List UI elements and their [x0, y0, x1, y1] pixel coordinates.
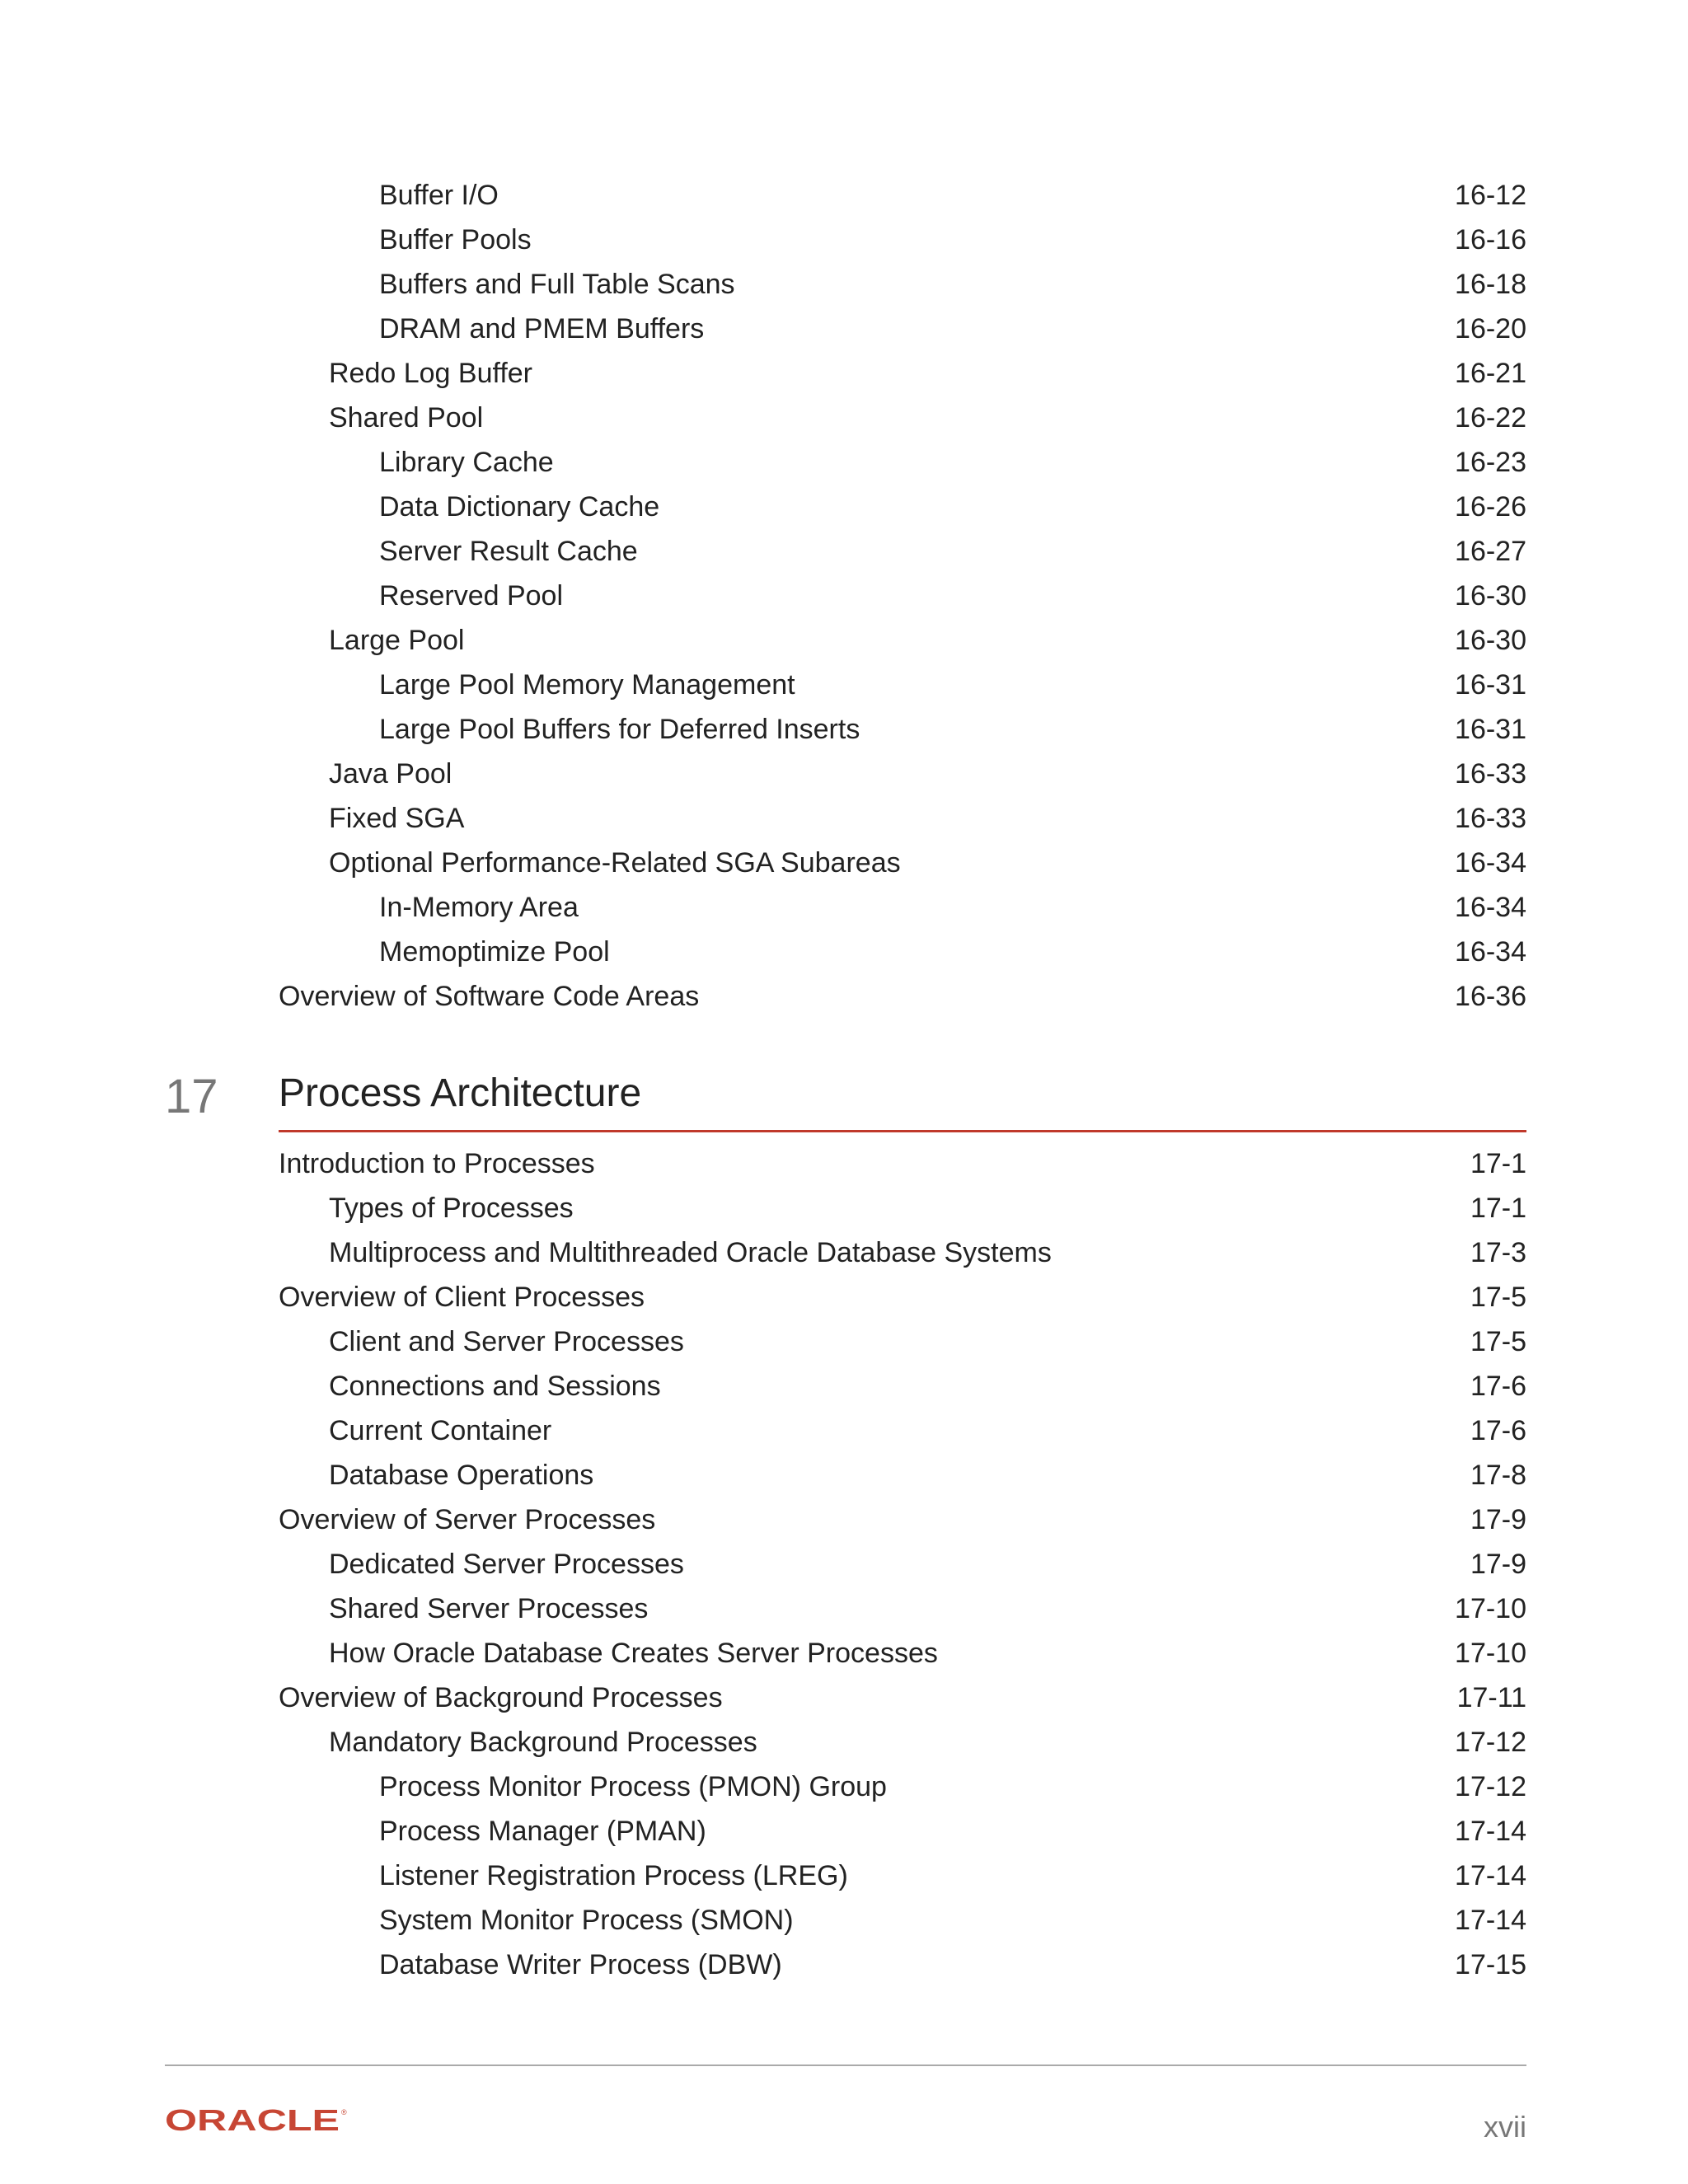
toc-entry-page: 16-30 [1455, 625, 1526, 656]
toc-entry-title: Types of Processes [329, 1193, 574, 1224]
toc-entry-title: Shared Pool [329, 402, 484, 434]
toc-entry-title: Connections and Sessions [329, 1371, 661, 1402]
toc-entry-title: Database Writer Process (DBW) [379, 1949, 782, 1980]
toc-entry[interactable] [0, 396, 1526, 440]
toc-entry[interactable] [0, 1408, 1526, 1453]
toc-entry[interactable] [0, 1497, 1526, 1542]
toc-entry[interactable] [0, 351, 1526, 396]
toc-entry-page: 17-5 [1470, 1282, 1526, 1313]
toc-entry[interactable] [0, 173, 1526, 218]
toc-entry[interactable] [0, 752, 1526, 796]
toc-entry[interactable] [0, 485, 1526, 529]
toc-entry-title: Fixed SGA [329, 803, 465, 834]
toc-entry[interactable] [0, 974, 1526, 1019]
toc-entry[interactable] [0, 1943, 1526, 1987]
toc-entry-page: 17-9 [1470, 1549, 1526, 1580]
toc-entry-page: 17-12 [1455, 1771, 1526, 1802]
toc-entry-title: Database Operations [329, 1460, 594, 1491]
toc-entry-title: In-Memory Area [379, 892, 579, 923]
toc-entry-title: Large Pool Memory Management [379, 669, 795, 701]
toc-entry-title: Introduction to Processes [279, 1148, 595, 1179]
toc-entry[interactable] [0, 1230, 1526, 1275]
toc-entry-page: 16-12 [1455, 180, 1526, 211]
toc-entry[interactable] [0, 1675, 1526, 1720]
toc-entry[interactable] [0, 1453, 1526, 1497]
toc-entry-title: Buffer I/O [379, 180, 499, 211]
toc-entry[interactable] [0, 218, 1526, 262]
toc-entry-title: Current Container [329, 1415, 552, 1446]
toc-entry-title: Reserved Pool [379, 580, 564, 612]
toc-entry-title: Memoptimize Pool [379, 936, 610, 968]
chapter-number: 17 [165, 1070, 218, 1123]
toc-entry-title: Overview of Client Processes [279, 1282, 645, 1313]
toc-entry-page: 16-20 [1455, 313, 1526, 344]
toc-entry-title: Shared Server Processes [329, 1593, 649, 1624]
footer-divider [165, 2064, 1526, 2066]
toc-entry-page: 16-34 [1455, 936, 1526, 968]
toc-entry-page: 16-30 [1455, 580, 1526, 612]
toc-entry-page: 17-14 [1455, 1905, 1526, 1936]
toc-entry-title: Client and Server Processes [329, 1326, 684, 1357]
svg-text:®: ® [341, 2108, 347, 2116]
logo-wordmark: ORACLE [165, 2107, 340, 2133]
toc-entry-title: Large Pool Buffers for Deferred Inserts [379, 714, 860, 745]
toc-entry[interactable] [0, 1765, 1526, 1809]
toc-entry-title: Multiprocess and Multithreaded Oracle Database Systems [329, 1237, 1052, 1268]
toc-entry[interactable] [0, 841, 1526, 885]
oracle-logo [165, 2107, 349, 2133]
toc-entry[interactable] [0, 663, 1526, 707]
toc-entry-page: 16-36 [1455, 981, 1526, 1012]
toc-entry[interactable] [0, 707, 1526, 752]
toc-entry-page: 17-12 [1455, 1727, 1526, 1758]
toc-entry[interactable] [0, 1720, 1526, 1765]
toc-entry-title: Overview of Software Code Areas [279, 981, 700, 1012]
toc-entry-page: 16-18 [1455, 269, 1526, 300]
toc-entry-title: Overview of Background Processes [279, 1682, 723, 1713]
toc-entry-title: Server Result Cache [379, 536, 638, 567]
toc-entry-title: Data Dictionary Cache [379, 491, 660, 523]
page-number: xvii [1484, 2110, 1526, 2144]
toc-entry-page: 17-14 [1455, 1816, 1526, 1847]
toc-entry[interactable] [0, 1854, 1526, 1898]
toc-entry-title: Optional Performance-Related SGA Subareas [329, 847, 901, 879]
toc-entry-page: 16-31 [1455, 714, 1526, 745]
toc-entry-title: Java Pool [329, 758, 452, 790]
toc-entry-page: 17-10 [1455, 1638, 1526, 1669]
toc-entry[interactable] [0, 1586, 1526, 1631]
toc-entry[interactable] [0, 1141, 1526, 1186]
toc-entry-page: 17-15 [1455, 1949, 1526, 1980]
toc-entry-page: 17-11 [1456, 1682, 1526, 1713]
toc-entry[interactable] [0, 1631, 1526, 1675]
toc-entry-title: Mandatory Background Processes [329, 1727, 757, 1758]
toc-entry-title: Overview of Server Processes [279, 1504, 656, 1535]
toc-entry[interactable] [0, 1364, 1526, 1408]
toc-entry-page: 17-5 [1470, 1326, 1526, 1357]
toc-entry-page: 16-33 [1455, 803, 1526, 834]
toc-entry-title: Large Pool [329, 625, 465, 656]
toc-entry-title: Listener Registration Process (LREG) [379, 1860, 848, 1891]
toc-entry[interactable] [0, 1319, 1526, 1364]
toc-entry-page: 17-8 [1470, 1460, 1526, 1491]
toc-entry-title: Buffer Pools [379, 224, 532, 255]
toc-entry-title: Process Monitor Process (PMON) Group [379, 1771, 887, 1802]
toc-entry-page: 16-34 [1455, 847, 1526, 879]
toc-entry[interactable] [0, 618, 1526, 663]
toc-entry-page: 17-14 [1455, 1860, 1526, 1891]
toc-entry-page: 17-10 [1455, 1593, 1526, 1624]
toc-entry[interactable] [0, 930, 1526, 974]
toc-entry-page: 17-3 [1470, 1237, 1526, 1268]
chapter-title[interactable]: Process Architecture [279, 1071, 642, 1115]
toc-entry-page: 17-6 [1470, 1371, 1526, 1402]
toc-entry[interactable] [0, 1898, 1526, 1943]
toc-entry-title: DRAM and PMEM Buffers [379, 313, 705, 344]
toc-entry-title: How Oracle Database Creates Server Processes [329, 1638, 938, 1669]
toc-entry[interactable] [0, 1542, 1526, 1586]
chapter-divider [279, 1130, 1526, 1132]
toc-entry-page: 17-9 [1470, 1504, 1526, 1535]
toc-entry[interactable] [0, 440, 1526, 485]
toc-entry-title: Redo Log Buffer [329, 358, 532, 389]
toc-entry-page: 16-23 [1455, 447, 1526, 478]
toc-entry[interactable] [0, 796, 1526, 841]
toc-entry-page: 16-33 [1455, 758, 1526, 790]
toc-entry-page: 16-27 [1455, 536, 1526, 567]
toc-entry[interactable] [0, 1186, 1526, 1230]
toc-entry[interactable] [0, 529, 1526, 574]
toc-entry[interactable] [0, 307, 1526, 351]
toc-entry-title: System Monitor Process (SMON) [379, 1905, 794, 1936]
toc-entry-title: Dedicated Server Processes [329, 1549, 684, 1580]
toc-entry-page: 16-34 [1455, 892, 1526, 923]
toc-entry-page: 16-22 [1455, 402, 1526, 434]
toc-entry[interactable] [0, 1809, 1526, 1854]
toc-entry[interactable] [0, 262, 1526, 307]
toc-entry-page: 16-21 [1455, 358, 1526, 389]
toc-entry-page: 17-1 [1470, 1148, 1526, 1179]
toc-entry[interactable] [0, 1275, 1526, 1319]
toc-entry-title: Library Cache [379, 447, 554, 478]
toc-entry-page: 16-16 [1455, 224, 1526, 255]
toc-entry-page: 16-31 [1455, 669, 1526, 701]
toc-entry-title: Process Manager (PMAN) [379, 1816, 706, 1847]
toc-entry-page: 17-1 [1470, 1193, 1526, 1224]
toc-entry-title: Buffers and Full Table Scans [379, 269, 735, 300]
toc-entry[interactable] [0, 885, 1526, 930]
toc-entry[interactable] [0, 574, 1526, 618]
toc-entry-page: 17-6 [1470, 1415, 1526, 1446]
toc-entry-page: 16-26 [1455, 491, 1526, 523]
